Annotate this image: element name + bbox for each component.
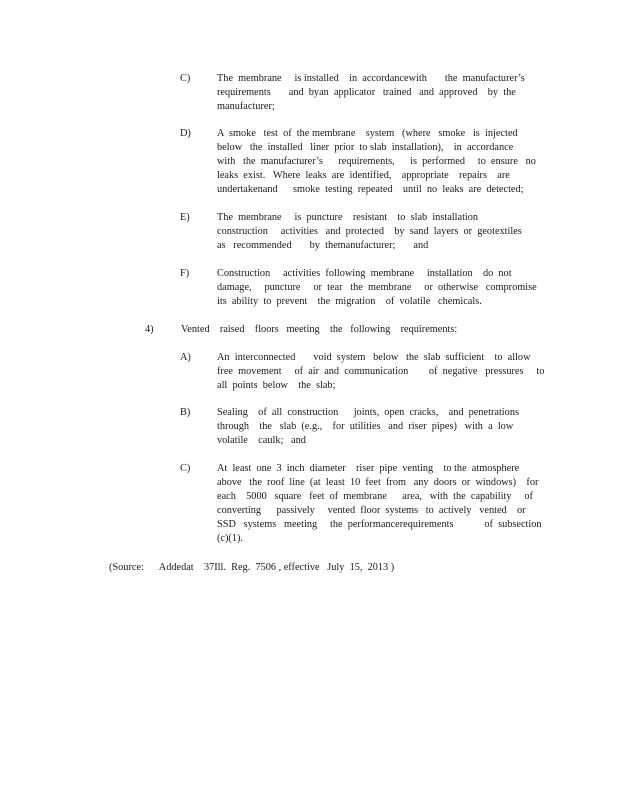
item-text <box>217 267 537 309</box>
item-text <box>217 72 525 114</box>
text-line: with the manufacturer’s requirements, is performed to ensure no <box>217 156 536 167</box>
text-line: leaks exist. Where leaks are identified, appropriate repairs are <box>217 170 510 181</box>
text-line: Sealing of all construction joints, open cracks, and penetrations <box>217 407 519 418</box>
text-line: At least one 3 inch diameter riser pipe venting to the atmosphere <box>217 463 520 474</box>
text-line: An interconnected void system below the slab sufficient to allow <box>217 352 531 363</box>
text-line: Vented raised floors meeting the following requirements: <box>181 324 458 335</box>
text-line: all points below the slab; <box>217 380 336 391</box>
text-line: The membrane is installed in accordancewith the manufacturer’s <box>217 73 525 84</box>
item-text <box>181 323 457 337</box>
text-line: through the slab (e.g., for utilities and riser pipes) with a low <box>217 421 514 432</box>
item-text <box>217 351 544 393</box>
text-line: undertakenand smoke testing repeated until no leaks are detected; <box>217 184 524 195</box>
text-line: manufacturer; <box>217 101 275 112</box>
text-line: as recommended by themanufacturer; and <box>217 240 429 251</box>
text-line: volatile caulk; and <box>217 435 306 446</box>
item-marker: D) <box>180 128 191 139</box>
text-line: above the roof line (at least 10 feet from any doors or windows) for <box>217 477 539 488</box>
text-line: (c)(1). <box>217 533 244 544</box>
text-line: its ability to prevent the migration of volatile chemicals. <box>217 296 482 307</box>
text-line: damage, puncture or tear the membrane or otherwise compromise <box>217 282 537 293</box>
text-line: below the installed liner prior to slab installation), in accordance <box>217 142 514 153</box>
text-line: free movement of air and communication of negative pressures to <box>217 366 545 377</box>
item-marker: C) <box>180 463 191 474</box>
item-text <box>217 462 542 546</box>
item-marker: E) <box>180 212 190 223</box>
text-line: construction activities and protected by sand layers or geotextiles <box>217 226 522 237</box>
source-citation: (Source: Addedat 37Ill. Reg. 7506 , effective July 15, 2013 ) <box>109 562 395 573</box>
item-marker: C) <box>180 73 191 84</box>
text-line: SSD systems meeting the performancerequirements of subsection <box>217 519 542 530</box>
item-marker: A) <box>180 352 191 363</box>
item-marker: F) <box>180 268 190 279</box>
text-line: each 5000 square feet of membrane area, with the capability of <box>217 491 533 502</box>
item-marker: B) <box>180 407 191 418</box>
text-line: The membrane is puncture resistant to slab installation <box>217 212 479 223</box>
item-text <box>217 406 519 448</box>
text-line: A smoke test of the membrane system (where smoke is injected <box>217 128 518 139</box>
text-line: requirements and byan applicator trained and approved by the <box>217 87 516 98</box>
item-marker: 4) <box>145 324 154 335</box>
item-text <box>217 127 536 197</box>
text-line: Construction activities following membrane installation do not <box>217 268 512 279</box>
item-text <box>217 211 522 253</box>
text-line: converting passively vented floor systems to actively vented or <box>217 505 526 516</box>
